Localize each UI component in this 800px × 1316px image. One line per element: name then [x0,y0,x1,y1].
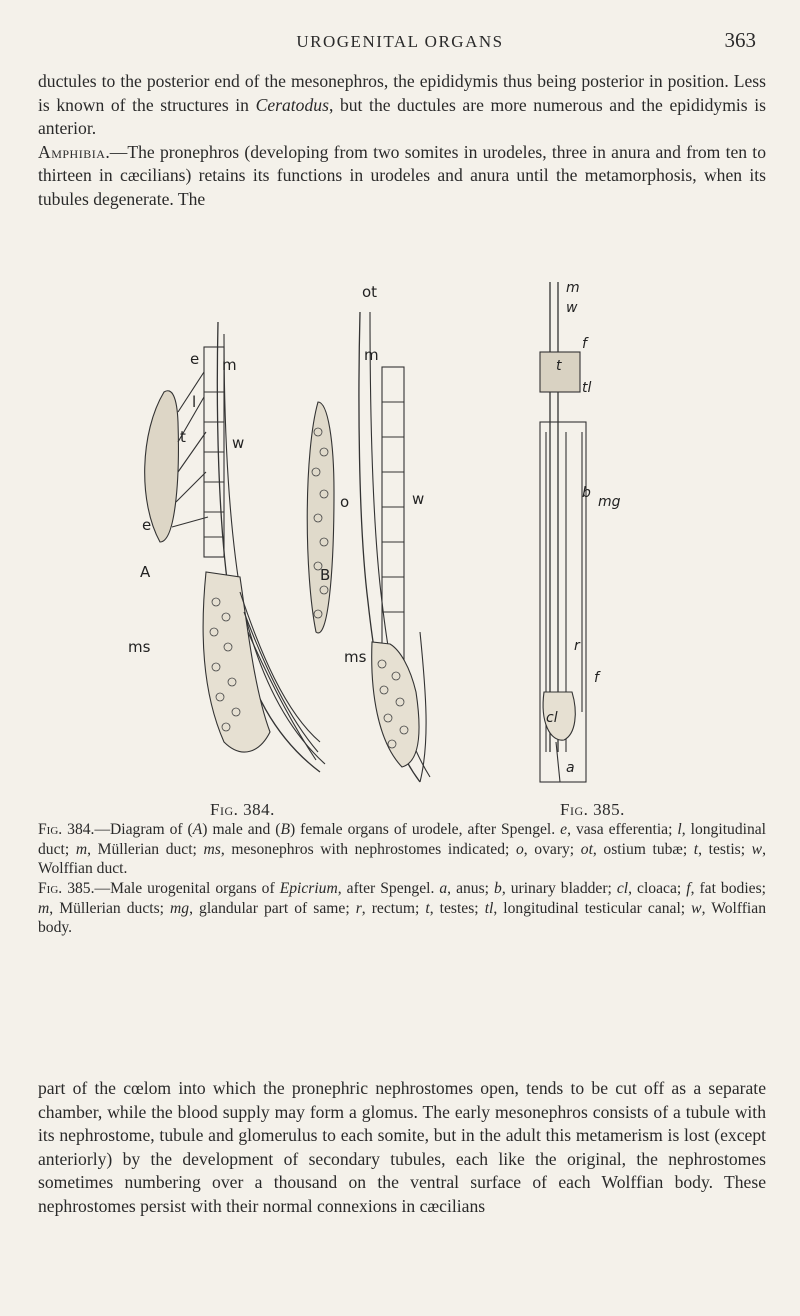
section-heading: Amphibia [38,141,106,162]
label-c-f2: f [594,670,599,686]
urogenital-diagram [120,272,700,802]
label-m1: m [222,356,237,374]
label-w2: w [412,490,425,508]
label-c-r: r [574,638,580,654]
label-o: o [340,493,350,511]
fig-385-label: Fig. 385. [560,800,625,819]
page-number: 363 [724,28,756,52]
label-c-a: a [566,760,575,776]
label-c-w: w [566,300,578,316]
body-paragraph-bottom: part of the cœlom into which the pronephric nephrostomes open, tends to be cut off as a separate chamber, while the blood supply may form a glomus. The early mesonephros consists of a tubule with its nephrostome, tubule and glomerulus to each somite, but in the adult this metamerism is lost (except anteriorly) by the development of secondary tubules, each like the original, the nephrostomes sometimes numbering over a thousand on the ventral surface of each Wolffian body. These nephrostomes persist with their normal connexions in cæcilians [38,1078,766,1216]
running-head: UROGENITAL ORGANS [296,32,504,51]
label-ot: ot [362,283,378,301]
genus-ceratodus: Ceratodus [255,94,329,115]
label-c-b: b [582,485,591,501]
b-mesonephros [372,642,419,767]
label-c-f1: f [582,336,587,352]
label-B: B [320,566,331,584]
label-e2: e [142,516,152,534]
label-c-mg: mg [598,494,621,510]
body-paragraph-top: ductules to the posterior end of the mesonephros, the epididymis thus being posterior in position. Less is known of the structures in Ceratodus, but the ductules are more numerous and the epididymis is anterior. Amphibia.—The pronephros (developing from two somites in urodeles, three in anura and from ten to thirteen in cæcilians) retains its functions in urodeles and anura until the metamorphosis, when its tubules degenerate. The [38,71,767,209]
label-ms1: ms [128,638,151,656]
caption-fig-385: Fig. 385.—Male urogenital organs of Epicrium, after Spengel. a, anus; b, urinary bladder; cl, cloaca; f, fat bodies; m, Müllerian ducts; mg, glandular part of same; r, rectum; t, testes; tl, longitudinal testicular canal; w, Wolffian body. [38,880,766,936]
label-e1: e [190,350,200,368]
b-tubule-column [382,367,404,667]
label-c-tl: tl [582,380,592,396]
label-c-t: t [556,358,562,374]
label-l: l [192,393,197,411]
label-A: A [140,563,151,581]
label-w1: w [232,434,245,452]
b-ovary [307,402,334,633]
label-m2: m [364,346,379,364]
label-ms2: ms [344,648,367,666]
label-t: t [180,428,186,446]
fig-384-label: Fig. 384. [210,800,275,819]
page-header [0,28,800,58]
figure-384-385 [120,272,700,802]
label-c-m: m [566,280,580,296]
caption-fig-384: Fig. 384.—Diagram of (A) male and (B) female organs of urodele, after Spengel. e, vasa efferentia; l, longitudinal duct; m, Müllerian duct; ms, mesonephros with nephrostomes indicated; o, ovary; ot, ostium tubæ; t, testis; w, Wolffian duct. [38,821,766,877]
label-c-cl: cl [546,710,558,726]
